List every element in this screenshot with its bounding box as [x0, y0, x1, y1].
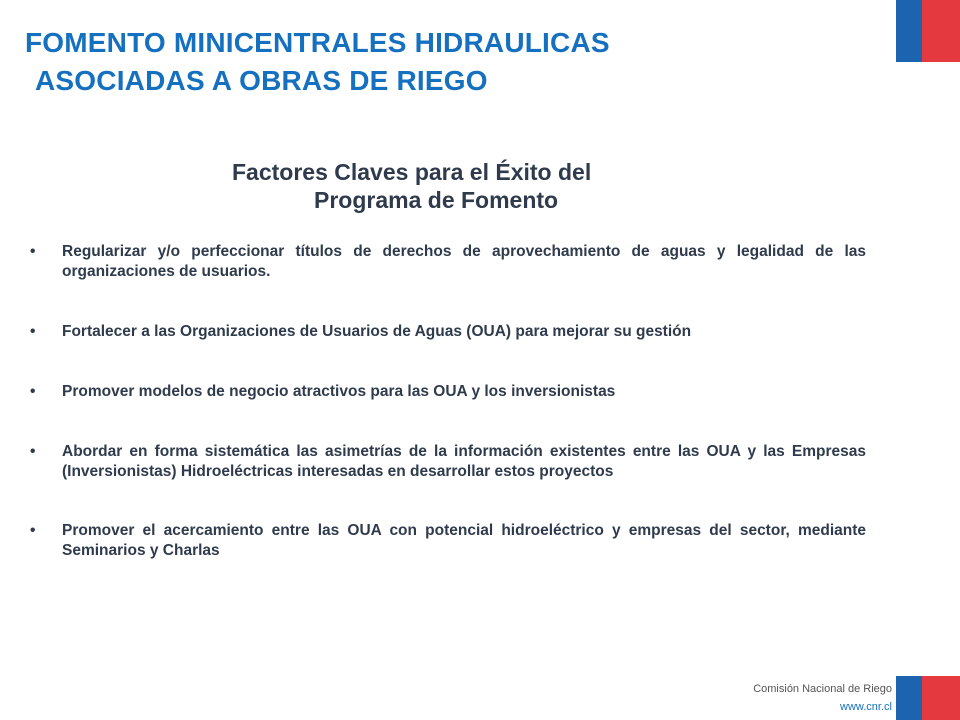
flag-red-band — [922, 0, 960, 62]
flag-blue-band — [896, 0, 922, 62]
bullet-item — [30, 322, 866, 342]
flag-stripe-top — [896, 0, 960, 62]
bullet-text: Promover el acercamiento entre las OUA con potencial hidroeléctrico y empresas del sector, mediante Seminarios y Charlas — [62, 522, 866, 559]
bullet-dot-icon: • — [30, 522, 36, 539]
slide-subtitle — [150, 158, 750, 214]
bullet-dot-icon: • — [30, 323, 36, 340]
footer-organization: Comisión Nacional de Riego — [753, 683, 892, 695]
slide-title — [25, 24, 825, 100]
flag-blue-band — [896, 676, 922, 720]
bullet-dot-icon: • — [30, 243, 36, 260]
slide-title-line-2: ASOCIADAS A OBRAS DE RIEGO — [35, 65, 488, 96]
slide-title-line-1: FOMENTO MINICENTRALES HIDRAULICAS — [25, 27, 610, 58]
bullet-item — [30, 521, 866, 561]
footer — [753, 680, 892, 716]
flag-stripe-bottom — [896, 676, 960, 720]
bullet-list — [30, 242, 866, 561]
slide-subtitle-line-2: Programa de Fomento — [314, 187, 559, 213]
footer-url-link[interactable]: www.cnr.cl — [840, 701, 892, 713]
bullet-dot-icon: • — [30, 383, 36, 400]
bullet-dot-icon: • — [30, 443, 36, 460]
bullet-item — [30, 382, 866, 402]
bullet-text: Abordar en forma sistemática las asimetrías de la información existentes entre las OUA y las Empresas (Inversionistas) Hidroeléctricas interesadas en desarrollar estos proyectos — [62, 443, 866, 480]
bullet-item — [30, 242, 866, 282]
bullet-text: Promover modelos de negocio atractivos para las OUA y los inversionistas — [62, 383, 616, 400]
slide-subtitle-line-1: Factores Claves para el Éxito del — [232, 159, 592, 185]
bullet-item — [30, 442, 866, 482]
flag-red-band — [922, 676, 960, 720]
bullet-text: Regularizar y/o perfeccionar títulos de derechos de aprovechamiento de aguas y legalidad de las organizaciones de usuarios. — [62, 243, 866, 280]
bullet-text: Fortalecer a las Organizaciones de Usuarios de Aguas (OUA) para mejorar su gestión — [62, 323, 692, 340]
